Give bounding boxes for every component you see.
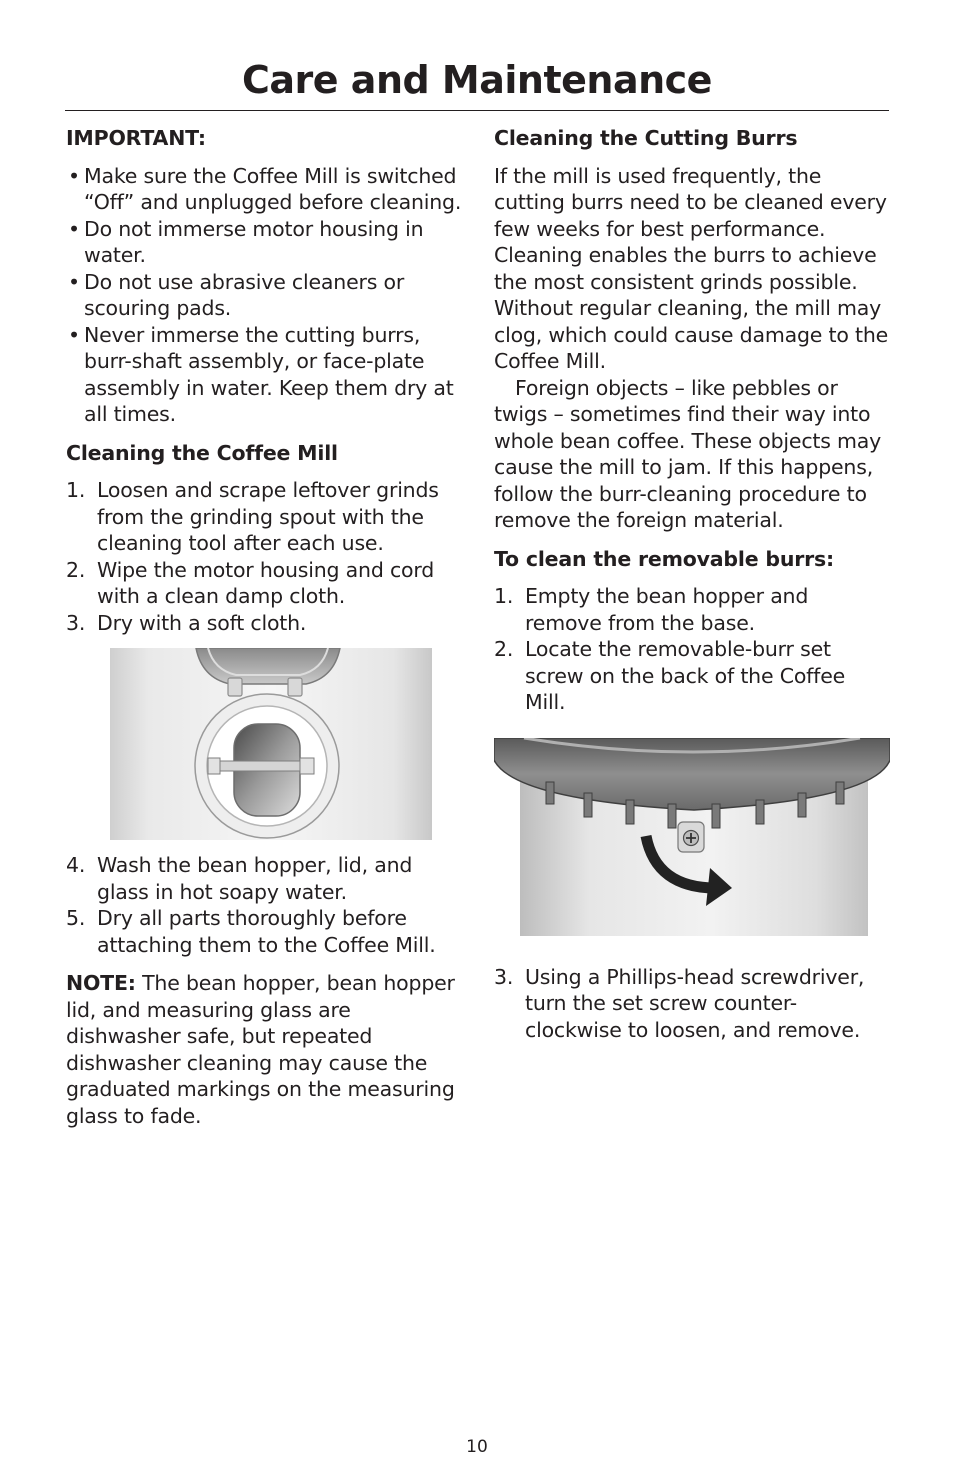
important-item: • Do not immerse motor housing in water. [66,216,462,269]
burrs-paragraph-2: Foreign objects – like pebbles or twigs – sometimes find their way into whole bean coffee. These objects may cause the mill to jam. If this happens, follow the burr-cleaning procedure to remove the foreign material. [494,375,882,532]
step-number: 2. [66,557,86,582]
step-item [66,557,462,610]
note-text: The bean hopper, bean hopper lid, and measuring glass are dishwasher safe, but repeated dishwasher cleaning may cause the graduated markings on the measuring glass to fade. [66,971,455,1128]
important-list [66,163,462,428]
step-item [66,905,462,958]
important-item: • Never immerse the cutting burrs, burr-shaft assembly, or face-plate assembly in water. Keep them dry at all times. [66,322,462,428]
step-item [66,610,462,637]
left-column [66,125,462,1129]
step-text: Dry all parts thoroughly before attaching them to the Coffee Mill. [97,906,436,957]
step-text: Locate the removable-burr set screw on the back of the Coffee Mill. [525,637,846,714]
removable-burrs-steps [494,583,890,716]
important-item: • Do not use abrasive cleaners or scouring pads. [66,269,462,322]
step-text: Empty the bean hopper and remove from the base. [525,584,809,635]
cutting-burrs-heading: Cleaning the Cutting Burrs [494,126,798,150]
note-paragraph [66,970,462,1129]
step-text: Dry with a soft cloth. [97,610,307,635]
title-rule [65,110,889,111]
note-label: NOTE: [66,971,136,995]
step-text: Using a Phillips-head screwdriver, turn the set screw counter-clockwise to loosen, and remove. [525,964,865,1042]
important-item: • Make sure the Coffee Mill is switched “Off” and unplugged before cleaning. [66,163,462,216]
step-number: 1. [494,584,514,608]
cleaning-steps-list [66,477,462,636]
burrs-paragraph-1: If the mill is used frequently, the cutting burrs need to be cleaned every few weeks for best performance. Cleaning enables the burrs to achieve the most consistent grinds possible. Without regular cleaning, the mill may clog, which could cause damage to the Coffee Mill. [494,163,889,373]
step-number: 4. [66,853,86,877]
step-item [494,636,890,716]
page-title: Care and Maintenance [242,58,712,102]
coffee-mill-top-view-icon [110,648,432,840]
step-item [494,964,890,1044]
step-item [66,477,462,557]
step-number: 2. [494,637,514,661]
step-number: 3. [494,964,514,989]
cleaning-mill-heading: Cleaning the Coffee Mill [66,440,338,465]
step-item [66,852,462,905]
removable-burrs-steps-continued [494,964,890,1044]
step-number: 1. [66,478,86,502]
step-text: Wash the bean hopper, lid, and glass in hot soapy water. [97,853,413,904]
step-text: Loosen and scrape leftover grinds from the grinding spout with the cleaning tool after each use. [97,478,439,555]
step-text: Wipe the motor housing and cord with a clean damp cloth. [97,557,435,608]
cleaning-steps-list-continued [66,852,462,958]
page-number: 10 [466,1437,488,1457]
important-heading: IMPORTANT: [66,126,206,150]
right-column [494,125,890,1043]
step-item [494,583,890,636]
step-number: 5. [66,906,86,930]
step-number: 3. [66,610,86,635]
coffee-mill-set-screw-icon [494,738,890,936]
removable-burrs-heading: To clean the removable burrs: [494,546,835,571]
